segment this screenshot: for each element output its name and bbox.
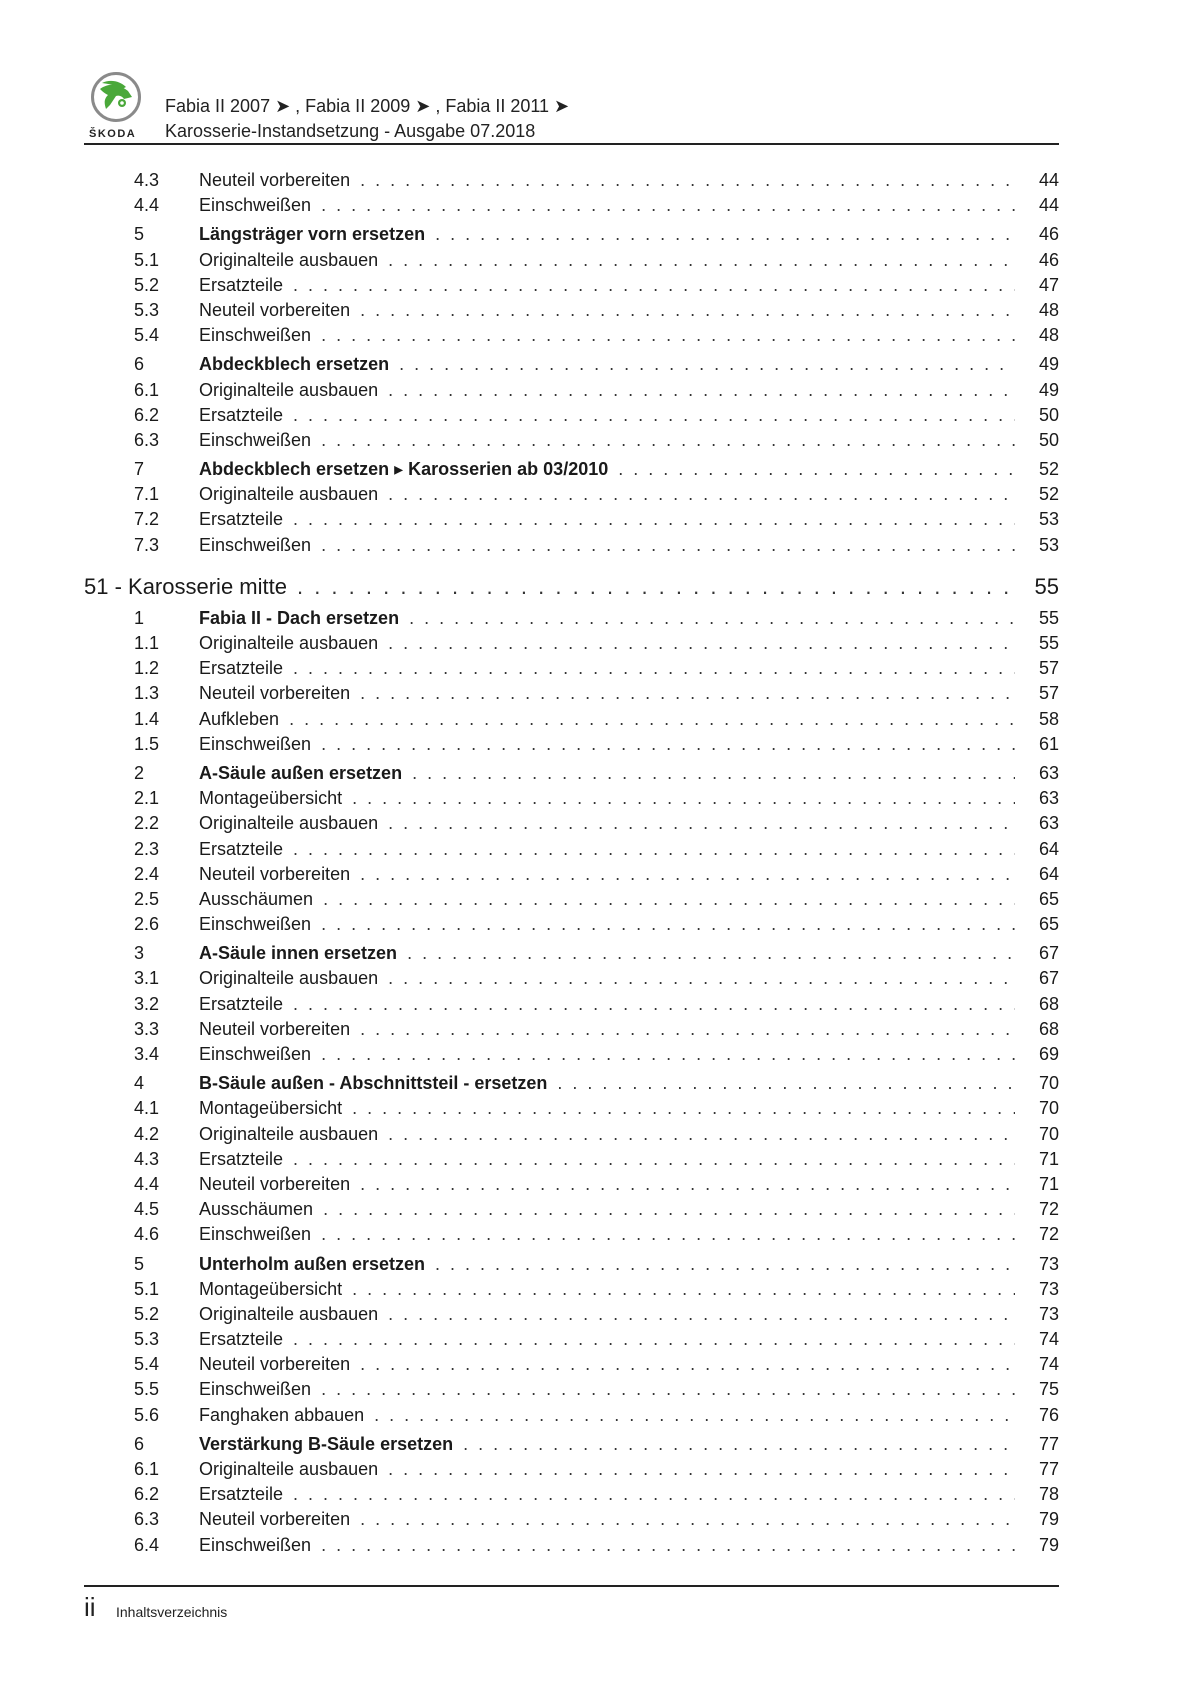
toc-entry-page[interactable]: 79 [1038,1534,1059,1555]
toc-entry-title[interactable]: Einschweißen [199,1379,312,1400]
dot-leader [321,914,1015,935]
toc-entry-number: 5.5 [134,1379,160,1400]
toc-subsection-entry[interactable] [84,1329,1059,1354]
toc-entry-number: 6 [134,354,145,375]
dot-leader [360,170,1015,191]
toc-subsection-entry[interactable] [84,968,1059,993]
table-of-contents [84,170,1059,1560]
dot-leader [293,1149,1015,1170]
toc-entry-page[interactable]: 77 [1038,1459,1059,1479]
dot-leader [352,1098,1015,1119]
toc-entry-page[interactable]: 53 [1038,509,1059,530]
toc-entry-number: 7.3 [134,534,160,555]
toc-entry-title[interactable]: Originalteile ausbauen [199,379,379,400]
toc-entry-title[interactable]: Längsträger vorn ersetzen [199,224,426,245]
dot-leader [388,633,1015,654]
toc-subsection-entry[interactable] [84,1199,1059,1224]
toc-entry-number: 7 [134,459,145,480]
brand-wordmark: ŠKODA [89,128,137,140]
toc-entry-title[interactable]: Abdeckblech ersetzen ▸ Karosserien ab 03/2010 [199,459,609,480]
dot-leader [463,1434,1015,1455]
dot-leader [321,1224,1015,1245]
toc-entry-title[interactable]: Abdeckblech ersetzen [199,354,390,375]
toc-subsection-entry[interactable] [84,195,1059,220]
dot-leader [360,1019,1015,1040]
toc-entry-page[interactable]: 76 [1038,1404,1059,1425]
toc-entry-title[interactable]: Neuteil vorbereiten [199,683,351,704]
toc-entry-number: 6.2 [134,1484,160,1505]
toc-entry-title[interactable]: Originalteile ausbauen [199,249,379,270]
toc-entry-title[interactable]: Fanghaken abbauen [199,1404,365,1425]
toc-entry-page[interactable]: 71 [1038,1148,1059,1169]
toc-entry-number: 1 [134,607,145,628]
toc-entry-title[interactable]: Originalteile ausbauen [199,1123,379,1144]
toc-entry-title[interactable]: Einschweißen [199,1044,312,1064]
page-header [84,72,1059,144]
toc-subsection-entry[interactable] [84,709,1059,734]
dot-leader [293,658,1015,679]
toc-entry-page[interactable]: 48 [1038,325,1059,346]
toc-entry-number: 5.4 [134,1354,160,1375]
toc-entry-number: 4.4 [134,195,160,216]
dot-leader [360,1174,1015,1195]
dot-leader [435,224,1015,245]
toc-entry-page[interactable]: 57 [1038,658,1059,679]
toc-entry-page[interactable]: 63 [1038,813,1059,834]
toc-entry-title[interactable]: Neuteil vorbereiten [199,1018,351,1039]
toc-entry-number: 4 [134,1073,145,1094]
dot-leader [388,380,1015,401]
header-divider [84,143,1059,145]
toc-entry-number: 3.4 [134,1044,160,1064]
toc-entry-number: 4.3 [134,1148,160,1169]
toc-entry-title[interactable]: Einschweißen [199,733,312,754]
toc-entry-page[interactable]: 70 [1038,1098,1059,1119]
toc-entry-title[interactable]: Einschweißen [199,429,312,450]
toc-entry-page[interactable]: 69 [1038,1044,1059,1064]
toc-entry-number: 2 [134,762,145,783]
dot-leader [412,763,1015,784]
toc-subsection-entry[interactable] [84,1174,1059,1199]
toc-entry-number: 1.3 [134,683,160,704]
toc-entry-number: 6.3 [134,1509,160,1530]
dot-leader [360,1354,1015,1375]
toc-entry-number: 6.3 [134,429,160,450]
toc-entry-title[interactable]: Ersatzteile [199,1484,284,1505]
toc-subsection-entry[interactable] [84,1124,1059,1149]
toc-entry-page[interactable]: 70 [1038,1073,1059,1094]
toc-entry-number: 5 [134,224,145,245]
toc-subsection-entry[interactable] [84,509,1059,534]
toc-section-entry[interactable] [84,1434,1059,1459]
toc-entry-page[interactable]: 72 [1038,1199,1059,1220]
toc-section-entry[interactable] [84,459,1059,484]
dot-leader [321,535,1015,556]
toc-subsection-entry[interactable] [84,300,1059,325]
toc-entry-number: 4.2 [134,1123,160,1144]
dot-leader [352,788,1015,809]
toc-subsection-entry[interactable] [84,250,1059,275]
toc-entry-number: 2.5 [134,888,160,909]
toc-entry-number: 4.5 [134,1199,160,1220]
toc-entry-page[interactable]: 74 [1038,1354,1059,1375]
toc-subsection-entry[interactable] [84,170,1059,195]
toc-entry-number: 6.1 [134,379,160,400]
dot-leader [618,459,1015,480]
toc-entry-page[interactable]: 52 [1038,459,1059,480]
toc-subsection-entry[interactable] [84,914,1059,939]
toc-entry-number: 5.2 [134,1303,160,1324]
toc-section-entry[interactable] [84,354,1059,379]
dot-leader [321,734,1015,755]
dot-leader [321,430,1015,451]
toc-entry-title[interactable]: Originalteile ausbauen [199,813,379,834]
dot-leader [388,484,1015,505]
toc-entry-title[interactable]: Einschweißen [199,1534,312,1555]
toc-subsection-entry[interactable] [84,325,1059,350]
dot-leader [388,968,1015,989]
toc-entry-page[interactable]: 46 [1038,224,1059,245]
toc-entry-title[interactable]: Einschweißen [199,534,312,555]
toc-entry-title[interactable]: Montageübersicht [199,788,343,809]
toc-entry-number: 2.4 [134,863,160,884]
footer-divider [84,1585,1059,1587]
toc-subsection-entry[interactable] [84,788,1059,813]
toc-subsection-entry[interactable] [84,658,1059,683]
toc-subsection-entry[interactable] [84,1019,1059,1044]
document-title: Karosserie-Instandsetzung - Ausgabe 07.2018 [165,121,536,141]
toc-entry-page[interactable]: 75 [1038,1379,1059,1400]
toc-entry-page[interactable]: 44 [1038,170,1059,190]
dot-leader [388,1459,1015,1480]
toc-entry-title[interactable]: Ausschäumen [199,888,314,909]
toc-entry-page[interactable]: 55 [1038,633,1059,653]
toc-entry-number: 4.4 [134,1173,160,1194]
toc-subsection-entry[interactable] [84,380,1059,405]
toc-entry-number: 2.6 [134,914,160,935]
toc-subsection-entry[interactable] [84,839,1059,864]
toc-section-entry[interactable] [84,608,1059,633]
dot-leader [321,1044,1015,1065]
toc-entry-page[interactable]: 46 [1038,249,1059,270]
toc-entry-title[interactable]: Aufkleben [199,708,280,729]
toc-entry-page[interactable]: 49 [1038,354,1059,375]
toc-entry-title[interactable]: Originalteile ausbauen [199,633,379,653]
toc-entry-page[interactable]: 50 [1038,404,1059,425]
toc-entry-page[interactable]: 68 [1038,993,1059,1014]
toc-entry-page[interactable]: 67 [1038,968,1059,989]
toc-entry-title[interactable]: Ersatzteile [199,274,284,295]
toc-subsection-entry[interactable] [84,633,1059,658]
toc-entry-page[interactable]: 53 [1038,534,1059,555]
toc-entry-page[interactable]: 44 [1038,195,1059,216]
skoda-logo [84,72,154,142]
toc-subsection-entry[interactable] [84,889,1059,914]
toc-entry-title[interactable]: A-Säule innen ersetzen [199,943,398,964]
dot-leader [388,250,1015,271]
toc-entry-number: 1.1 [134,633,160,653]
dot-leader [409,608,1015,629]
dot-leader [388,1124,1015,1145]
toc-entry-page[interactable]: 65 [1038,914,1059,935]
dot-leader [293,275,1015,296]
toc-entry-title[interactable]: Ausschäumen [199,1199,314,1220]
toc-entry-number: 3.1 [134,968,160,989]
dot-leader [293,405,1015,426]
toc-subsection-entry[interactable] [84,1149,1059,1174]
toc-section-entry[interactable] [84,224,1059,249]
toc-subsection-entry[interactable] [84,734,1059,759]
toc-entry-number: 1.2 [134,658,160,679]
toc-entry-title[interactable]: Montageübersicht [199,1278,343,1299]
toc-entry-title[interactable]: Verstärkung B-Säule ersetzen [199,1433,454,1454]
toc-entry-number: 1.5 [134,733,160,754]
toc-entry-title[interactable]: Originalteile ausbauen [199,1459,379,1479]
toc-subsection-entry[interactable] [84,405,1059,430]
toc-subsection-entry[interactable] [84,430,1059,455]
toc-entry-page[interactable]: 48 [1038,299,1059,320]
dot-leader [360,1509,1015,1530]
toc-entry-page[interactable]: 55 [1034,573,1059,599]
toc-subsection-entry[interactable] [84,1279,1059,1304]
toc-entry-number: 4.3 [134,170,160,190]
toc-entry-number: 5.1 [134,1278,160,1299]
toc-entry-title[interactable]: Montageübersicht [199,1098,343,1119]
dot-leader [321,325,1015,346]
dot-leader [435,1254,1015,1275]
dot-leader [293,1484,1015,1505]
toc-entry-number: 7.1 [134,484,160,505]
toc-subsection-entry[interactable] [84,813,1059,838]
toc-entry-page[interactable]: 79 [1038,1509,1059,1530]
toc-entry-title[interactable]: Fabia II - Dach ersetzen [199,607,400,628]
toc-entry-title[interactable]: 51 - Karosserie mitte [84,573,287,599]
footer-page-number: ii [84,1592,96,1622]
toc-subsection-entry[interactable] [84,1304,1059,1329]
toc-subsection-entry[interactable] [84,535,1059,560]
toc-entry-number: 3.3 [134,1018,160,1039]
skoda-winged-arrow-icon [91,72,141,122]
toc-entry-title[interactable]: Originalteile ausbauen [199,968,379,989]
toc-entry-number: 5.6 [134,1404,160,1425]
toc-entry-number: 5.4 [134,325,160,346]
toc-entry-page[interactable]: 65 [1038,888,1059,909]
toc-entry-number: 6.1 [134,1459,160,1479]
toc-entry-number: 5.3 [134,299,160,320]
toc-subsection-entry[interactable] [84,484,1059,509]
toc-entry-number: 6.4 [134,1534,160,1555]
toc-subsection-entry[interactable] [84,1535,1059,1560]
toc-entry-title[interactable]: Einschweißen [199,195,312,216]
document-models: Fabia II 2007 ➤ , Fabia II 2009 ➤ , Fabia II 2011 ➤ [165,96,570,116]
toc-entry-page[interactable]: 49 [1038,379,1059,400]
toc-entry-number: 6 [134,1433,145,1454]
dot-leader [388,813,1015,834]
toc-entry-page[interactable]: 50 [1038,429,1059,450]
toc-entry-title[interactable]: Ersatzteile [199,1329,284,1350]
toc-entry-title[interactable]: Originalteile ausbauen [199,1303,379,1324]
toc-entry-title[interactable]: Neuteil vorbereiten [199,170,351,190]
toc-entry-number: 5.3 [134,1329,160,1350]
dot-leader [360,683,1015,704]
toc-chapter-entry[interactable] [84,574,1059,602]
toc-entry-page[interactable]: 73 [1038,1253,1059,1274]
toc-entry-title[interactable]: Unterholm außen ersetzen [199,1253,426,1274]
toc-section-entry[interactable] [84,763,1059,788]
toc-entry-number: 7.2 [134,509,160,530]
dot-leader [293,839,1015,860]
footer-section-label: Inhaltsverzeichnis [116,1604,228,1620]
toc-entry-title[interactable]: Ersatzteile [199,993,284,1014]
dot-leader [293,1329,1015,1350]
dot-leader [321,1535,1015,1556]
toc-entry-title[interactable]: A-Säule außen ersetzen [199,762,403,783]
toc-entry-page[interactable]: 78 [1038,1484,1059,1505]
dot-leader [352,1279,1015,1300]
dot-leader [289,709,1015,730]
toc-entry-page[interactable]: 74 [1038,1329,1059,1350]
toc-subsection-entry[interactable] [84,1405,1059,1430]
dot-leader [557,1073,1015,1094]
toc-subsection-entry[interactable] [84,864,1059,889]
toc-entry-number: 4.6 [134,1224,160,1245]
toc-subsection-entry[interactable] [84,1459,1059,1484]
toc-entry-number: 2.2 [134,813,160,834]
toc-subsection-entry[interactable] [84,1509,1059,1534]
toc-entry-number: 5.1 [134,249,160,270]
toc-entry-title[interactable]: Neuteil vorbereiten [199,1509,351,1530]
dot-leader [293,994,1015,1015]
toc-entry-title[interactable]: Ersatzteile [199,509,284,530]
toc-entry-page[interactable]: 64 [1038,838,1059,859]
toc-entry-title[interactable]: Ersatzteile [199,404,284,425]
dot-leader [293,509,1015,530]
toc-entry-page[interactable]: 52 [1038,484,1059,505]
toc-entry-page[interactable]: 63 [1038,788,1059,809]
toc-entry-number: 1.4 [134,708,160,729]
toc-entry-title[interactable]: Neuteil vorbereiten [199,1354,351,1375]
toc-entry-title[interactable]: Einschweißen [199,325,312,346]
toc-entry-title[interactable]: Einschweißen [199,914,312,935]
toc-entry-number: 2.3 [134,838,160,859]
toc-subsection-entry[interactable] [84,1044,1059,1069]
dot-leader [388,1304,1015,1325]
toc-entry-number: 2.1 [134,788,160,809]
toc-entry-title[interactable]: Einschweißen [199,1224,312,1245]
toc-entry-page[interactable]: 70 [1038,1123,1059,1144]
dot-leader [360,864,1015,885]
toc-entry-title[interactable]: Ersatzteile [199,658,284,679]
toc-entry-page[interactable]: 71 [1038,1173,1059,1194]
dot-leader [321,1379,1015,1400]
toc-entry-page[interactable]: 58 [1038,708,1059,729]
toc-subsection-entry[interactable] [84,275,1059,300]
toc-entry-page[interactable]: 68 [1038,1018,1059,1039]
dot-leader [407,943,1015,964]
toc-subsection-entry[interactable] [84,1354,1059,1379]
toc-entry-page[interactable]: 67 [1038,943,1059,964]
toc-entry-number: 4.1 [134,1098,160,1119]
toc-entry-number: 6.2 [134,404,160,425]
toc-entry-number: 3.2 [134,993,160,1014]
toc-subsection-entry[interactable] [84,683,1059,708]
toc-entry-page[interactable]: 77 [1038,1433,1059,1454]
toc-entry-title[interactable]: Neuteil vorbereiten [199,1173,351,1194]
toc-entry-title[interactable]: Ersatzteile [199,838,284,859]
toc-entry-page[interactable]: 73 [1038,1303,1059,1324]
dot-leader [321,195,1015,216]
toc-entry-page[interactable]: 55 [1038,607,1059,628]
toc-entry-page[interactable]: 63 [1038,762,1059,783]
toc-subsection-entry[interactable] [84,1484,1059,1509]
toc-section-entry[interactable] [84,1254,1059,1279]
toc-section-entry[interactable] [84,943,1059,968]
toc-entry-page[interactable]: 57 [1038,683,1059,704]
toc-entry-title[interactable]: Neuteil vorbereiten [199,863,351,884]
toc-entry-number: 5 [134,1253,145,1274]
dot-leader [360,300,1015,321]
toc-entry-title[interactable]: Originalteile ausbauen [199,484,379,505]
toc-entry-title[interactable]: B-Säule außen - Abschnittsteil - ersetzen [199,1073,548,1094]
toc-subsection-entry[interactable] [84,1379,1059,1404]
dot-leader [323,1199,1015,1220]
toc-entry-number: 5.2 [134,274,160,295]
dot-leader [374,1405,1015,1426]
toc-entry-page[interactable]: 47 [1038,274,1059,295]
toc-entry-title[interactable]: Neuteil vorbereiten [199,299,351,320]
toc-entry-number: 3 [134,943,145,964]
dot-leader [323,889,1015,910]
toc-entry-page[interactable]: 64 [1038,863,1059,884]
dot-leader [297,574,1015,600]
toc-entry-title[interactable]: Ersatzteile [199,1148,284,1169]
toc-entry-page[interactable]: 73 [1038,1278,1059,1299]
toc-subsection-entry[interactable] [84,1098,1059,1123]
dot-leader [399,354,1015,375]
toc-subsection-entry[interactable] [84,1224,1059,1249]
toc-entry-page[interactable]: 61 [1038,733,1059,754]
toc-section-entry[interactable] [84,1073,1059,1098]
toc-entry-page[interactable]: 72 [1038,1224,1059,1245]
toc-subsection-entry[interactable] [84,994,1059,1019]
